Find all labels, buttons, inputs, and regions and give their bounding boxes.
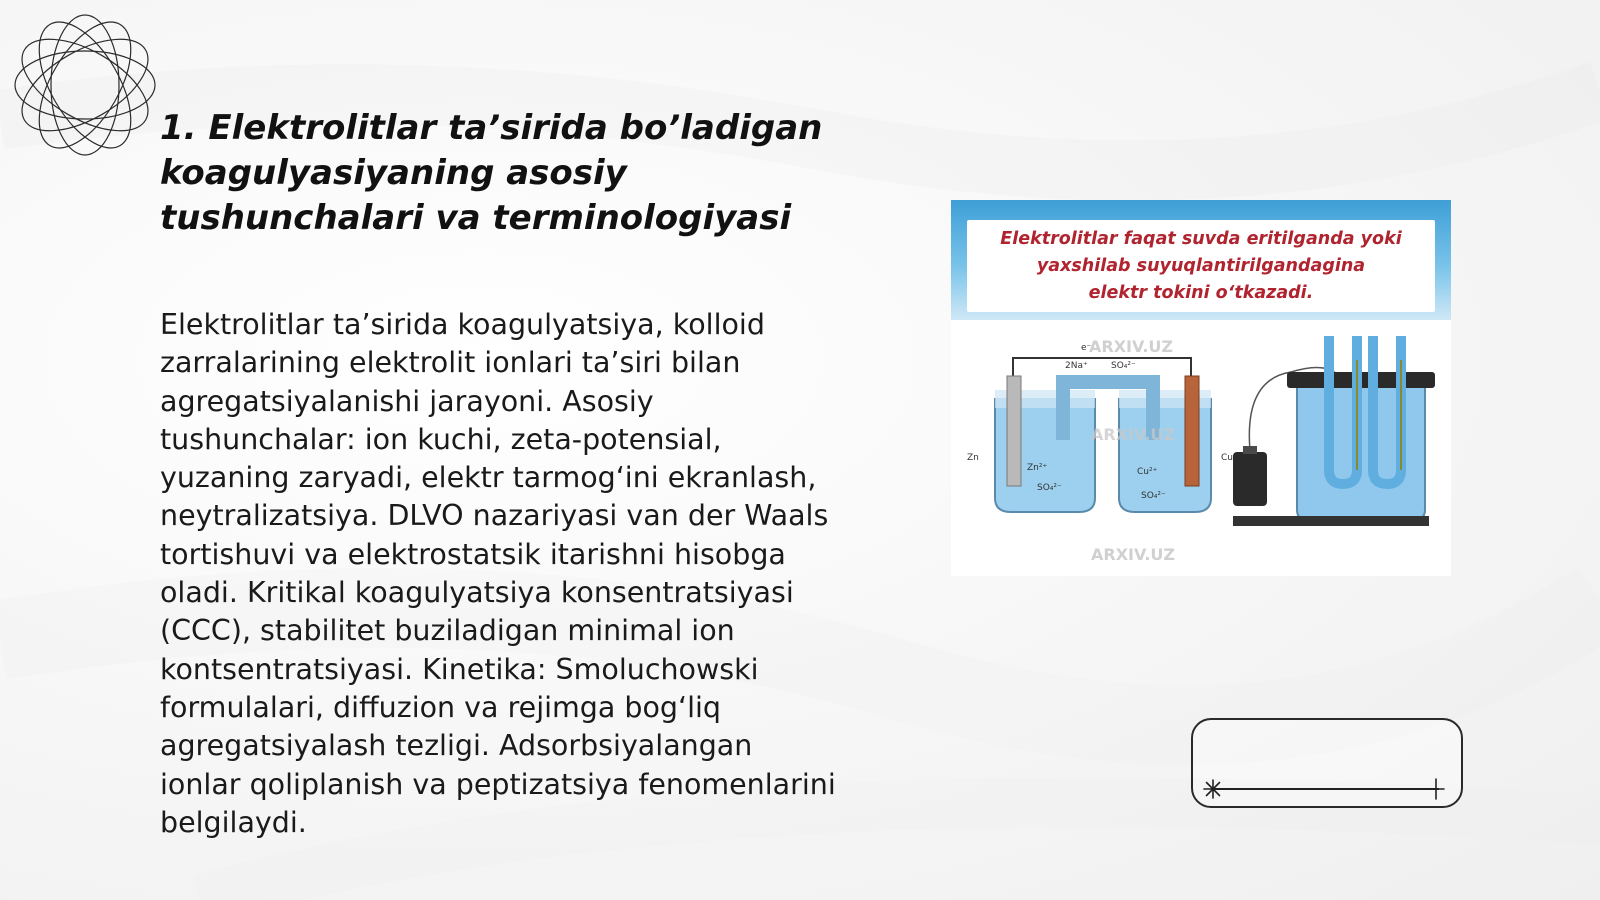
image-caption-line: yaxshilab suyuqlantirilgandagina [1036,255,1366,276]
ion-label: SO₄²⁻ [1141,491,1166,501]
ion-label: Zn²⁺ [1027,463,1048,473]
bridge-ion-label: SO₄²⁻ [1111,361,1136,371]
decorative-timeline-widget [1191,718,1463,808]
bridge-ion-label: 2Na⁺ [1065,361,1088,371]
electrolyte-illustration [951,200,1451,576]
copper-electrode [1185,376,1199,486]
interlaced-rings-icon [10,10,160,160]
electrode-label: Cu [1221,453,1233,463]
zinc-electrode [1007,376,1021,486]
electrochemical-cells-drawing [951,320,1451,576]
watermark: ARXIV.UZ [1089,337,1173,356]
ion-label: SO₄²⁻ [1037,483,1062,493]
image-caption-line: Elektrolitlar faqat suvda eritilganda yoki [1000,228,1402,249]
watermark: ARXIV.UZ [1091,545,1175,564]
slide-body-text: Elektrolitlar ta’sirida koagulyatsiya, kolloid zarralarining elektrolit ionlari ta’siri bilan agregatsiyalanishi jarayoni. Asosiy tushunchalar: ion kuchi, zeta-potensial, yuzaning zaryadi, elektr tarmog‘ini ekranlash, neytralizatsiya. DLVO nazariyasi van der Waals tortishuvi va elektrostatsik itarishni hisobga oladi. Kritikal koagulyatsiya konsentratsiyasi (CCC), stabilitet buziladigan minimal ion kontsentratsiyasi. Kinetika: Smoluchowski formulalari, diffuzion va rejimga bog‘liq agregatsiyalash tezligi. Adsorbsiyalangan ionlar qoliplanish va peptizatsiya fenomenlarini belgilaydi. [160,308,836,839]
watermark: ARXIV.UZ [1091,425,1175,444]
image-caption-box [967,220,1435,312]
ion-label: Cu²⁺ [1137,467,1158,477]
image-caption-line: elektr tokini o‘tkazadi. [1088,282,1314,303]
timeline-line [1213,788,1439,790]
plus-icon [1425,778,1447,800]
electron-label: e⁻ [1081,343,1092,353]
slide-title: 1. Elektrolitlar ta’sirida bo’ladigan koagulyasiyaning asosiy tushunchalari va terminologiyasi [160,108,823,238]
battery [1233,452,1267,506]
electrode-label: Zn [967,453,979,463]
